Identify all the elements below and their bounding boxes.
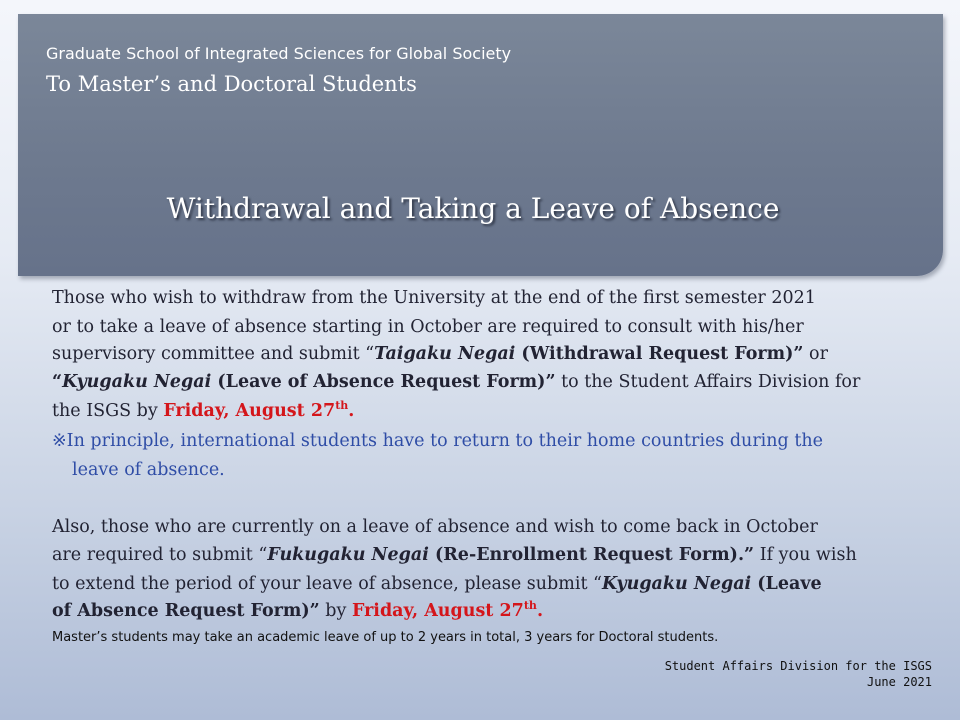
text-span: to extend the period of your leave of absence, please submit “: [52, 574, 602, 594]
text-span: .: [536, 601, 544, 621]
paragraph-line: [52, 601, 543, 621]
deadline-date: Friday, August 27: [351, 601, 524, 621]
text-span: are required to submit “: [52, 545, 268, 565]
paragraph-line: or to take a leave of absence starting in October are required to consult with his/her: [52, 317, 804, 337]
text-span: supervisory committee and submit “: [52, 344, 375, 364]
text-span: or: [803, 344, 828, 364]
text-span: to the Student Affairs Division for: [555, 372, 861, 392]
paragraph-line: [52, 344, 828, 364]
form-desc-leave: (Leave of Absence Request Form)”: [211, 372, 556, 392]
issue-date: June 2021: [866, 675, 932, 689]
paragraph-line: Also, those who are currently on a leave of absence and wish to come back in October: [52, 517, 818, 537]
form-name-taigaku: Taigaku Negai: [374, 344, 516, 364]
audience-line: To Master’s and Doctoral Students: [46, 72, 417, 96]
form-desc-reenrollment: (Re-Enrollment Request Form).”: [428, 545, 755, 565]
text-span: “: [52, 372, 63, 392]
paragraph-line: [52, 372, 860, 392]
international-note: ※In principle, international students have to return to their home countries during the: [52, 431, 823, 451]
text-span: the ISGS by: [52, 401, 164, 421]
paragraph-line: Those who wish to withdraw from the University at the end of the first semester 2021: [52, 288, 816, 308]
form-desc-leave: of Absence Request Form)”: [52, 601, 320, 621]
paragraph-line: [52, 545, 857, 565]
deadline-date: Friday, August 27: [163, 401, 336, 421]
leave-duration-note: Master’s students may take an academic leave of up to 2 years in total, 3 years for Doctoral students.: [52, 630, 719, 645]
signature-block: [665, 658, 932, 690]
school-name: Graduate School of Integrated Sciences for Global Society: [46, 44, 512, 63]
deadline-suffix: th: [523, 599, 537, 613]
header-banner: [18, 14, 943, 276]
paragraph-line: [52, 401, 354, 421]
form-name-kyugaku: Kyugaku Negai: [62, 372, 212, 392]
text-span: .: [348, 401, 355, 421]
form-name-kyugaku: Kyugaku Negai: [602, 574, 752, 594]
deadline-suffix: th: [335, 399, 349, 413]
international-note-continued: leave of absence.: [72, 460, 225, 480]
page-title: Withdrawal and Taking a Leave of Absence: [166, 192, 780, 225]
text-span: If you wish: [754, 545, 857, 565]
paragraph-line: [52, 574, 822, 594]
issuing-office: Student Affairs Division for the ISGS: [664, 659, 932, 673]
form-desc-leave: (Leave: [751, 574, 822, 594]
form-desc-withdrawal: (Withdrawal Request Form)”: [515, 344, 804, 364]
text-span: by: [319, 601, 352, 621]
form-name-fukugaku: Fukugaku Negai: [267, 545, 429, 565]
